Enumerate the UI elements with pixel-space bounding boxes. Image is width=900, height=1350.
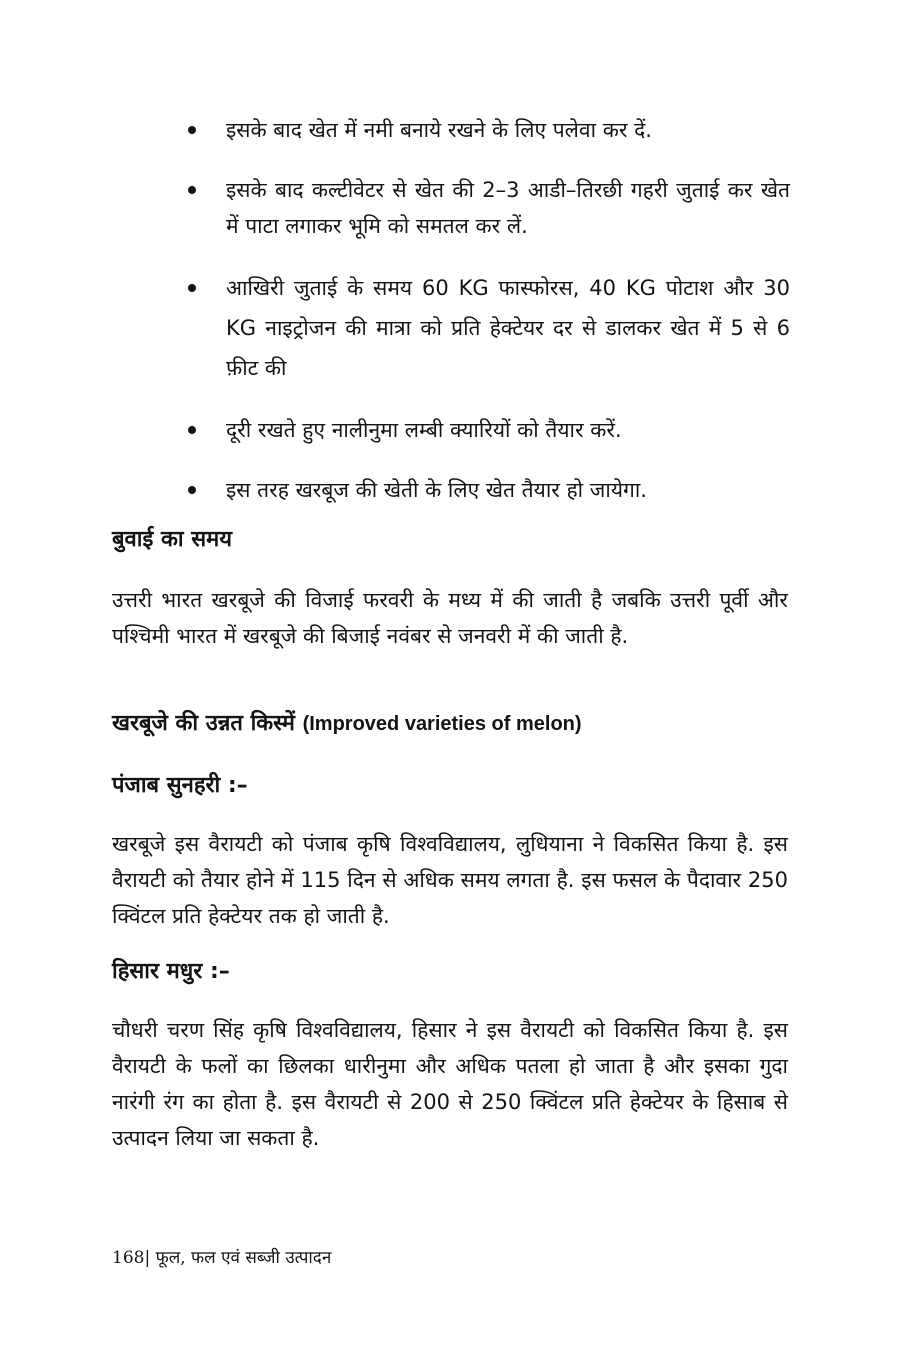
bullet-icon [188, 186, 196, 194]
list-item-text: इस तरह खरबूज की खेती के लिए खेत तैयार हो जायेगा. [226, 478, 647, 502]
list-item [186, 472, 790, 508]
list-item [186, 112, 790, 148]
list-item-text: आखिरी जुताई के समय 60 KG फास्फोरस, 40 KG पोटाश और 30 KG नाइट्रोजन की मात्रा को प्रति हेक्टेयर दर से डालकर खेत में 5 से 6 फ़ीट की [226, 276, 790, 380]
improved-varieties-heading-english: (Improved varieties of melon) [302, 713, 582, 735]
bullet-icon [188, 426, 196, 434]
list-item-text: दूरी रखते हुए नालीनुमा लम्बी क्यारियों को तैयार करें. [226, 418, 622, 442]
footer-separator: | [144, 1248, 156, 1268]
improved-varieties-heading-hindi: खरबूजे की उन्नत किस्में [112, 711, 295, 736]
list-item-text: इसके बाद कल्टीवेटर से खेत की 2–3 आडी–तिरछी गहरी जुताई कर खेत में पाटा लगाकर भूमि को समतल कर लें. [226, 178, 790, 238]
punjab-sunehri-paragraph: खरबूजे इस वैरायटी को पंजाब कृषि विश्वविद्यालय, लुधियाना ने विकसित किया है. इस वैरायटी को तैयार होने में 115 दिन से अधिक समय लगता है. इस फसल के पैदावार 250 क्विंटल प्रति हेक्टेयर तक हो जाती है. [112, 832, 788, 928]
hisar-madhur-paragraph: चौधरी चरण सिंह कृषि विश्वविद्यालय, हिसार ने इस वैरायटी को विकसित किया है. इस वैरायटी के फलों का छिलका धारीनुमा और अधिक पतला हो जाता है और इसका गुदा नारंगी रंग का होता है. इस वैरायटी से 200 से 250 क्विंटल प्रति हेक्टेयर के हिसाब से उत्पादन लिया जा सकता है. [112, 1018, 788, 1150]
hisar-madhur-heading: हिसार मधुर :– [112, 959, 230, 984]
sowing-time-heading: बुवाई का समय [112, 527, 232, 552]
list-item [186, 412, 790, 448]
list-item [186, 268, 790, 388]
bullet-icon [188, 486, 196, 494]
preparation-bullet-list [186, 112, 790, 532]
bullet-icon [188, 284, 196, 292]
page-footer [112, 1246, 331, 1270]
sowing-time-paragraph: उत्तरी भारत खरबूजे की विजाई फरवरी के मध्य में की जाती है जबकि उत्तरी पूर्वी और पश्चिमी भारत में खरबूजे की बिजाई नवंबर से जनवरी में की जाती है. [112, 588, 788, 648]
book-title: फूल, फल एवं सब्जी उत्पादन [155, 1248, 332, 1268]
punjab-sunehri-heading: पंजाब सुनहरी :– [112, 773, 248, 798]
improved-varieties-heading [112, 708, 582, 740]
list-item-text: इसके बाद खेत में नमी बनाये रखने के लिए पलेवा कर दें. [226, 118, 652, 142]
bullet-icon [188, 126, 196, 134]
list-item [186, 172, 790, 244]
page-number: 168 [112, 1248, 145, 1268]
